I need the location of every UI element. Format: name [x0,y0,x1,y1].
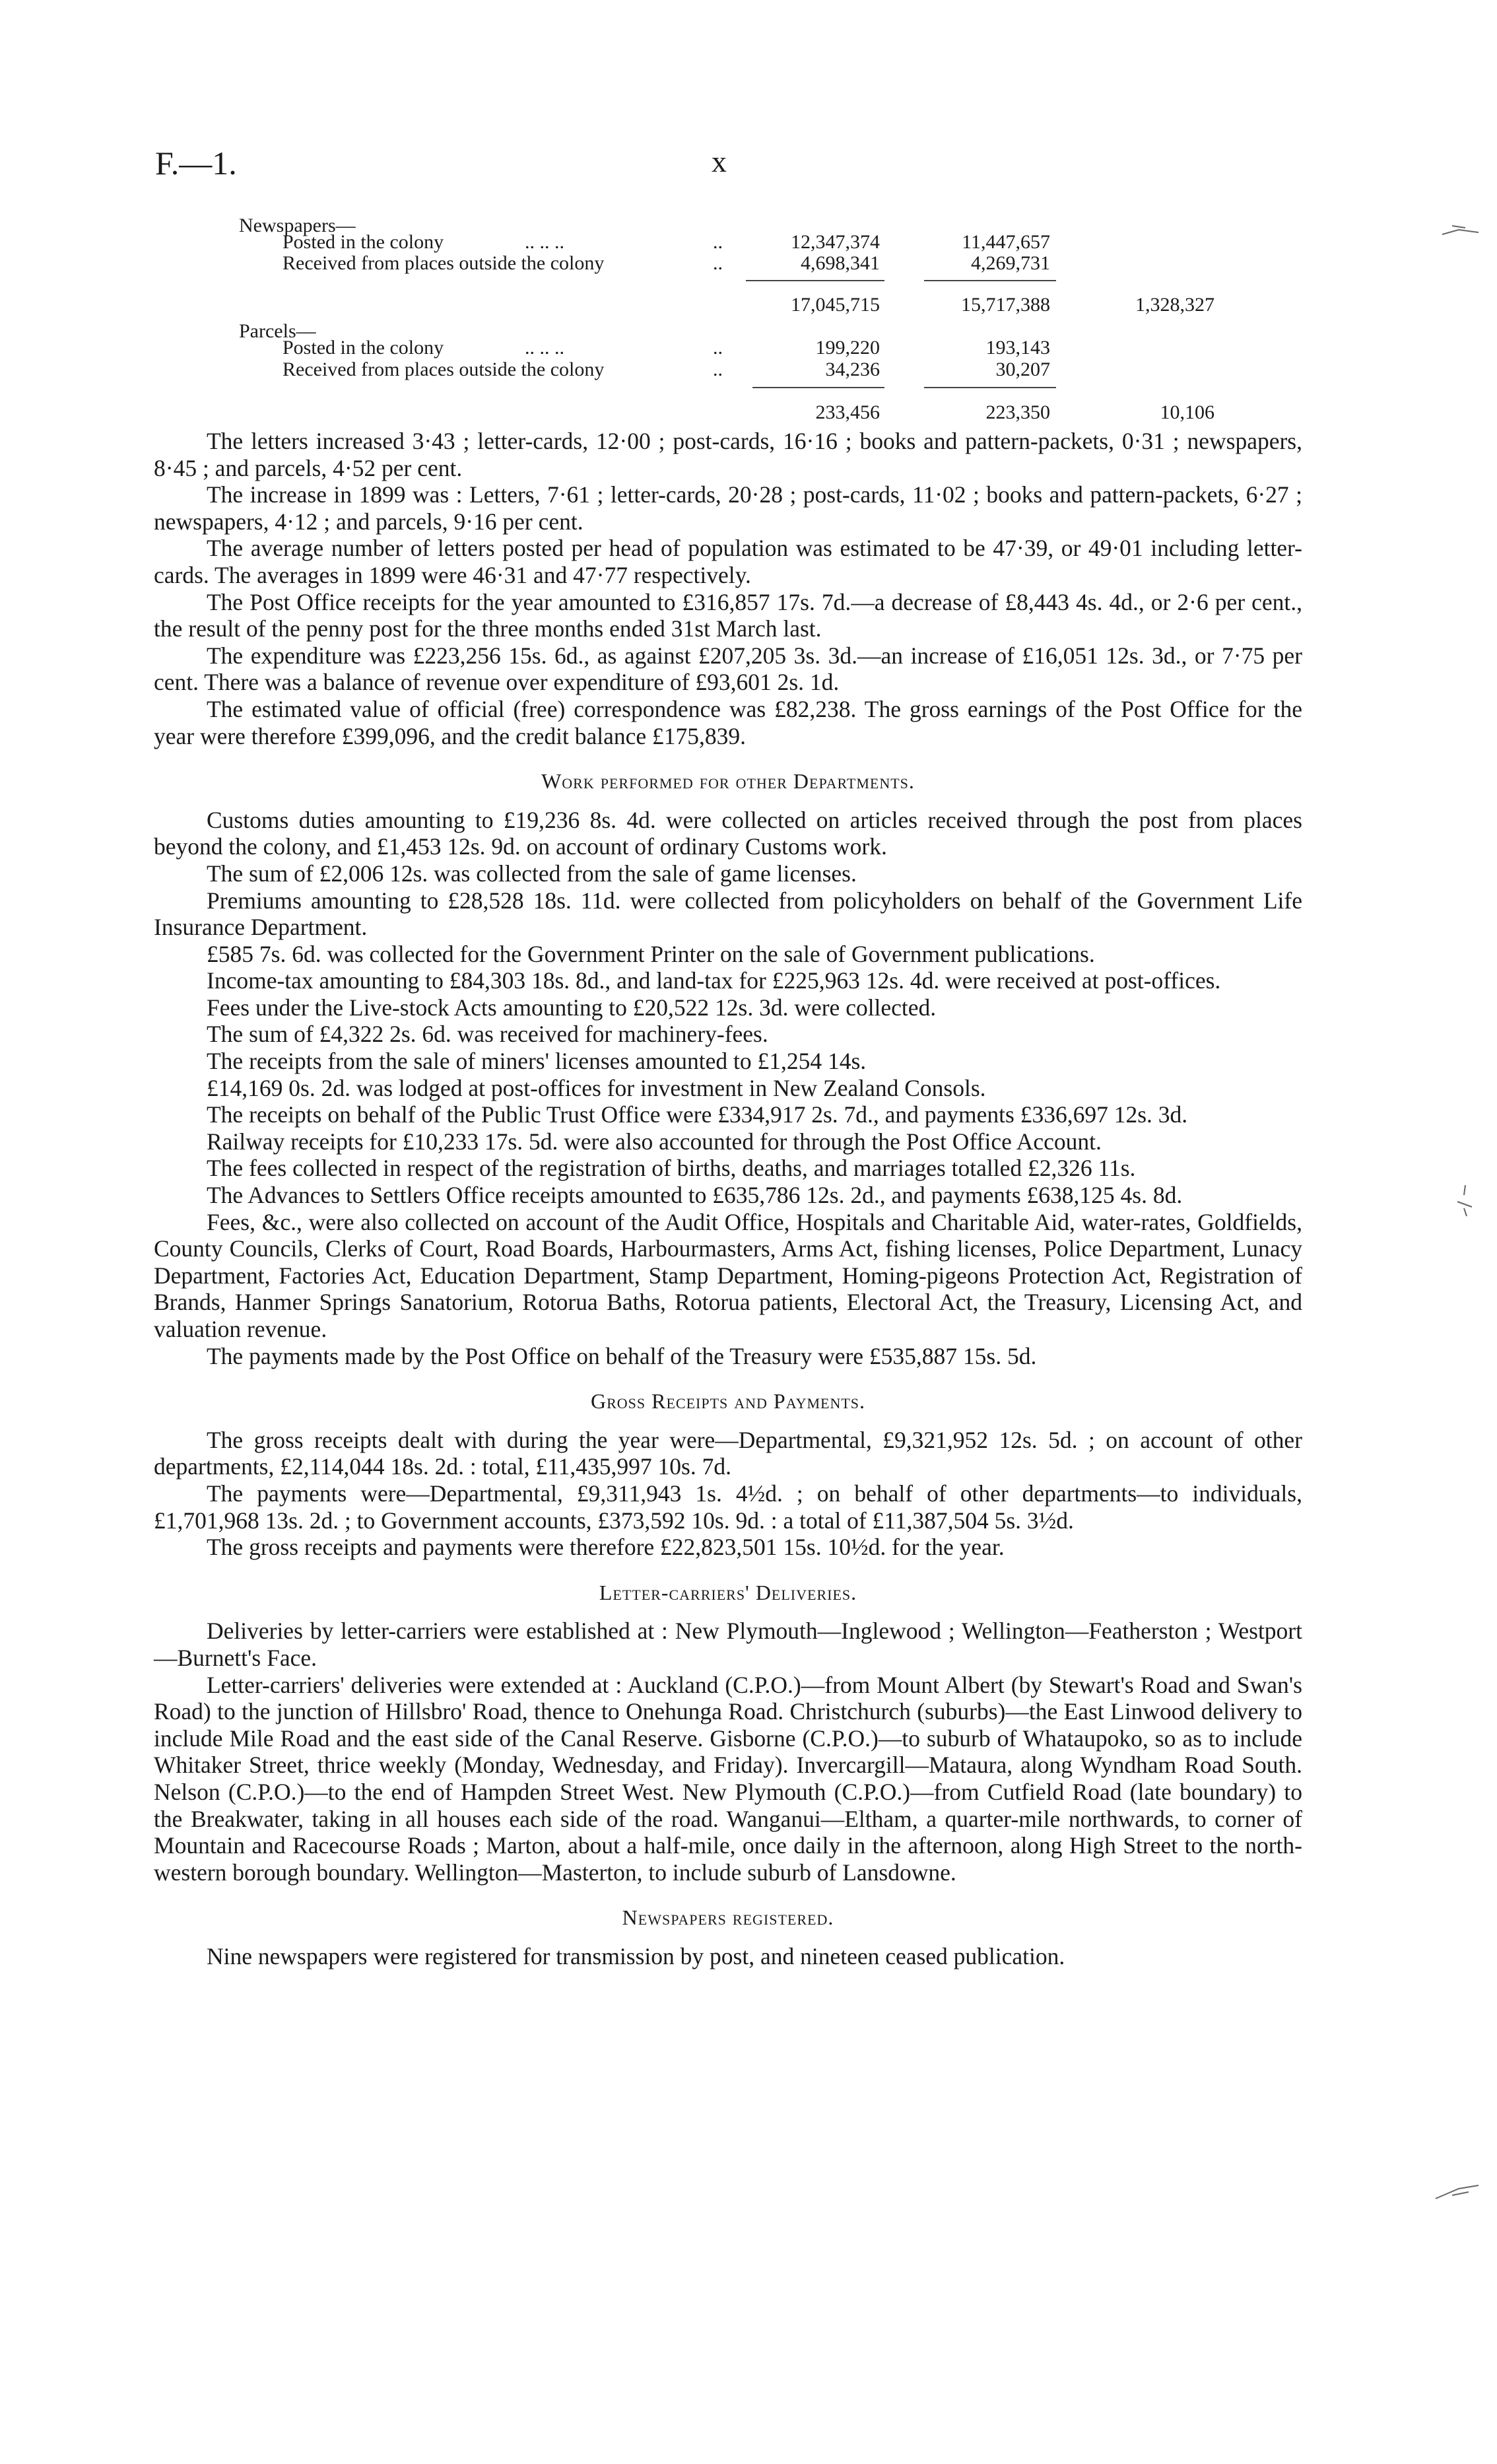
table-total: 223,350 [985,401,1050,423]
table-cell: 4,269,731 [971,252,1050,274]
section-newspapers [154,1943,1302,1970]
table-cell: 4,698,341 [801,252,880,274]
table-increase: 10,106 [1160,401,1214,423]
paragraph: The letters increased 3·43 ; letter-cards, 12·00 ; post-cards, 16·16 ; books and pattern-packets, 0·31 ; newspapers, 8·45 ; and parcels, 4·52 per cent. [154,428,1302,481]
paragraph: Customs duties amounting to £19,236 8s. 4d. were collected on articles received through the post from places beyond the colony, and £1,453 12s. 9d. on account of ordinary Customs work. [154,806,1302,860]
section-heading-newspapers: Newspapers registered. [622,1905,834,1930]
paragraph: £14,169 0s. 2d. was lodged at post-offices for investment in New Zealand Consols. [207,1074,986,1101]
leader-dots: .. [713,337,723,359]
paragraph: The increase in 1899 was : Letters, 7·61 ; letter-cards, 20·28 ; post-cards, 11·02 ; books and pattern-packets, 6·27 ; newspapers, 4·12 ; and parcels, 9·16 per cent. [154,481,1302,535]
paragraph: The sum of £2,006 12s. was collected from the sale of game licenses. [207,860,857,887]
paragraph: The average number of letters posted per head of population was estimated to be 47·39, or 49·01 including letter-cards. The averages in 1899 were 46·31 and 47·77 respectively. [154,535,1302,588]
news-received-label: Received from places outside the colony [283,252,605,274]
section-heading-work: Work performed for other Departments. [541,769,915,794]
paragraph: The expenditure was £223,256 15s. 6d., as against £207,205 3s. 3d.—an increase of £16,051 12s. 3d., or 7·75 per cent. There was a balance of revenue over expenditure of £93,601 2s. 1d. [154,642,1302,696]
paragraph: Premiums amounting to £28,528 18s. 11d. were collected from policyholders on behalf of the Government Life Insurance Department. [154,887,1302,941]
page-number: x [712,145,727,178]
table-rule [752,387,884,388]
paragraph: Fees, &c., were also collected on account of the Audit Office, Hospitals and Charitable Aid, water-rates, Goldfields, County Councils, Clerks of Court, Road Boards, Harbourmasters, Arms Act, fishing licenses, Police Department, Lunacy Department, Factories Act, Education Department, Stamp Department, Homing-pigeons Protection Act, Registration of Brands, Hanmer Springs Sanatorium, Rotorua Baths, Rotorua patients, Electoral Act, the Treasury, Licensing Act, and valuation revenue. [154,1208,1302,1342]
parcels-posted-label: Posted in the colony [283,337,444,359]
paragraph: The receipts on behalf of the Public Trust Office were £334,917 2s. 7d., and payments £336,697 12s. 3d. [207,1101,1188,1128]
table-rule [746,280,884,281]
table-cell: 199,220 [815,337,880,359]
paragraph: Nine newspapers were registered for transmission by post, and nineteen ceased publication. [207,1942,1065,1969]
margin-mark-icon [1439,218,1485,244]
paragraph: Fees under the Live-stock Acts amounting to £20,522 12s. 3d. were collected. [207,994,937,1021]
paragraph: The Post Office receipts for the year amounted to £316,857 17s. 7d.—a decrease of £8,443 4s. 4d., or 2·6 per cent., the result of the penny post for the three months ended 31st March last. [154,588,1302,642]
section-letter-carriers [154,1618,1302,1886]
table-cell: 193,143 [985,337,1050,359]
paragraph: Income-tax amounting to £84,303 18s. 8d., and land-tax for £225,963 12s. 4d. were received at post-offices. [207,967,1221,994]
section-heading-letter-carriers: Letter-carriers' Deliveries. [599,1580,857,1604]
paragraph: The gross receipts and payments were therefore £22,823,501 15s. 10½d. for the year. [207,1534,1005,1561]
paragraph: The fees collected in respect of the registration of births, deaths, and marriages totalled £2,326 11s. [207,1155,1136,1182]
table-cell: 30,207 [995,359,1050,380]
page-reference: F.—1. [155,145,237,182]
leader-dots: .. [713,359,723,380]
newspapers-label: Newspapers— [239,215,356,236]
table-total: 15,717,388 [961,294,1050,316]
paragraph: Railway receipts for £10,233 17s. 5d. were also accounted for through the Post Office Account. [207,1128,1102,1155]
table-increase: 1,328,327 [1135,294,1214,316]
leader-dots: .. [713,252,723,274]
parcels-label: Parcels— [239,320,316,342]
section-work [154,807,1302,1369]
paragraph: The sum of £4,322 2s. 6d. was received for machinery-fees. [207,1021,768,1048]
parcels-received-label: Received from places outside the colony [283,359,605,380]
table-cell: 34,236 [825,359,880,380]
margin-mark-icon [1432,2172,1485,2212]
paragraph: The receipts from the sale of miners' licenses amounted to £1,254 14s. [207,1048,867,1075]
paragraph: The estimated value of official (free) correspondence was £82,238. The gross earnings of the Post Office for the year were therefore £399,096, and the credit balance £175,839. [154,695,1302,749]
paragraph: £585 7s. 6d. was collected for the Government Printer on the sale of Government publications. [207,940,1095,967]
leader-dots: .. .. .. [525,337,564,359]
margin-mark-icon [1452,1182,1479,1221]
paragraph: The Advances to Settlers Office receipts amounted to £635,786 12s. 2d., and payments £638,125 4s. 8d. [207,1182,1183,1209]
table-cell: 12,347,374 [791,231,880,253]
table-total: 233,456 [815,401,880,423]
paragraph: Letter-carriers' deliveries were extended at : Auckland (C.P.O.)—from Mount Albert (by Stewart's Road and Swan's Road) to the junction of Hillsbro' Road, thence to Onehunga Road. Christchurch (suburbs)—the East Linwood delivery to include Mile Road and the east side of the Canal Reserve. Gisborne (C.P.O.)—to suburb of Whataupoko, so as to include Whitaker Street, thrice weekly (Monday, Wednesday, and Friday). Invercargill—Mataura, along Wyndham Road South. Nelson (C.P.O.)—to the end of Hampden Street West. New Plymouth (C.P.O.)—from Cutfield Road (late boundary) to the Breakwater, taking in all houses each side of the road. Wanganui—Eltham, a quarter-mile northwards, to corner of Mountain and Racecourse Roads ; Marton, about a half-mile, once daily in the afternoon, along High Street to the north-western borough boundary. Wellington—Masterton, to include suburb of Lansdowne. [154,1671,1302,1886]
table-rule [924,280,1056,281]
body-text [154,428,1302,1969]
leader-dots: .. .. .. [525,231,564,253]
paragraph: The payments were—Departmental, £9,311,943 1s. 4½d. ; on behalf of other departments—to individuals, £1,701,968 13s. 2d. ; to Government accounts, £373,592 10s. 9d. : a total of £11,387,504 5s. 3½d. [154,1480,1302,1534]
leader-dots: .. [713,231,723,253]
table-rule [924,387,1056,388]
table-cell: 11,447,657 [962,231,1050,253]
paragraph: Deliveries by letter-carriers were established at : New Plymouth—Inglewood ; Wellington—Featherston ; Westport—Burnett's Face. [154,1618,1302,1671]
paragraph: The payments made by the Post Office on behalf of the Treasury were £535,887 15s. 5d. [207,1342,1037,1369]
paragraph: The gross receipts dealt with during the year were—Departmental, £9,321,952 12s. 5d. ; on account of other departments, £2,114,044 18s. 2d. : total, £11,435,997 10s. 7d. [154,1426,1302,1480]
news-posted-label: Posted in the colony [283,231,444,253]
section-statistics [154,428,1302,749]
section-gross [154,1427,1302,1561]
section-heading-gross: Gross Receipts and Payments. [590,1389,866,1414]
table-total: 17,045,715 [791,294,880,316]
